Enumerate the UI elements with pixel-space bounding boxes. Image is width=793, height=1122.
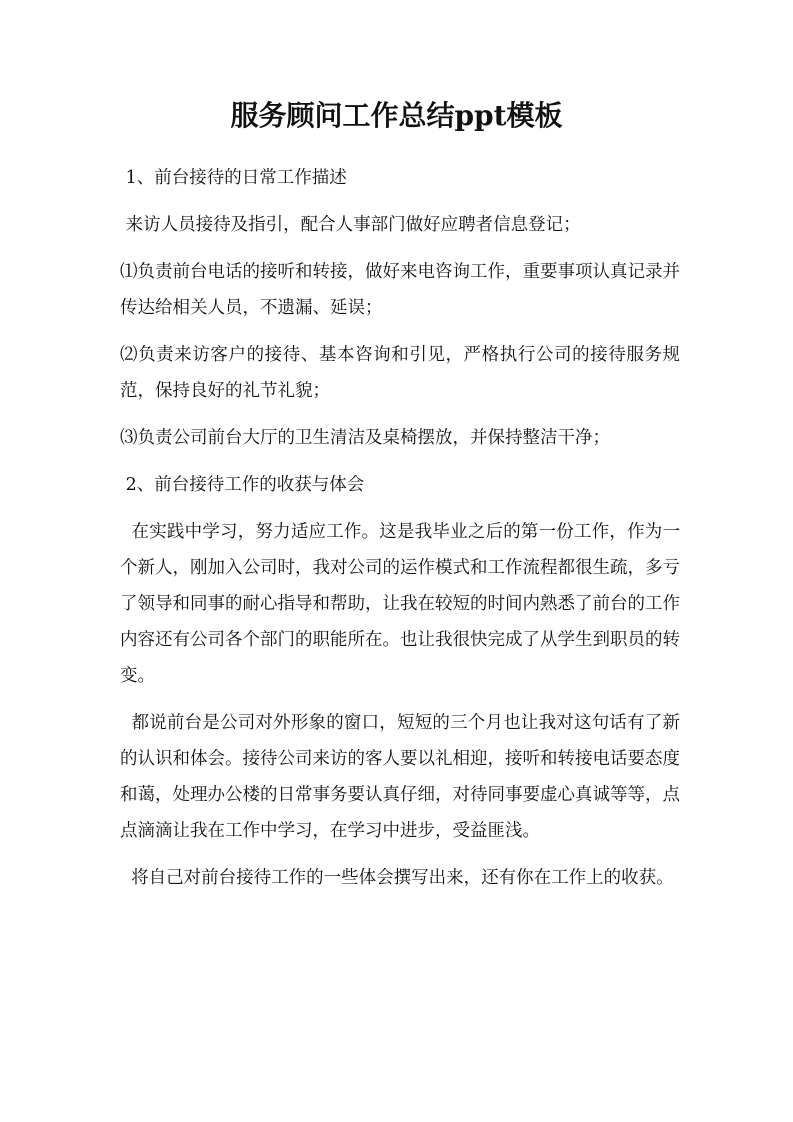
paragraph: ⑶负责公司前台大厅的卫生清洁及桌椅摆放，并保持整洁干净； [120,428,610,448]
paragraph: ⑵负责来访客户的接待、基本咨询和引见，严格执行公司的接待服务规范，保持良好的礼节礼貌； [120,345,680,401]
paragraph: 在实践中学习，努力适应工作。这是我毕业之后的第一份工作，作为一个新人，刚加入公司时，我对公司的运作模式和工作流程都很生疏，多亏了领导和同事的耐心指导和帮助，让我在较短的时间内熟悉了前台的工作内容还有公司各个部门的职能所在。也让我很快完成了从学生到职员的转变。 [120,522,680,686]
paragraph: 来访人员接待及指引，配合人事部门做好应聘者信息登记； [120,215,581,235]
section-heading-1: 1、前台接待的日常工作描述 [120,168,347,188]
section-heading-2: 2、前台接待工作的收获与体会 [120,475,365,495]
paragraph: 都说前台是公司对外形象的窗口，短短的三个月也让我对这句话有了新的认识和体会。接待公司来访的客人要以礼相迎，接听和转接电话要态度和蔼，处理办公楼的日常事务要认真仔细，对待同事要虚心真诚等等，点点滴滴让我在工作中学习，在学习中进步，受益匪浅。 [120,713,680,841]
paragraph: ⑴负责前台电话的接听和转接，做好来电咨询工作，重要事项认真记录并传达给相关人员，不遗漏、延误； [120,262,680,318]
document-title: 服务顾问工作总结ppt模板 [230,99,563,132]
document-body [120,160,680,907]
paragraph: 将自己对前台接待工作的一些体会撰写出来，还有你在工作上的收获。 [120,868,674,888]
